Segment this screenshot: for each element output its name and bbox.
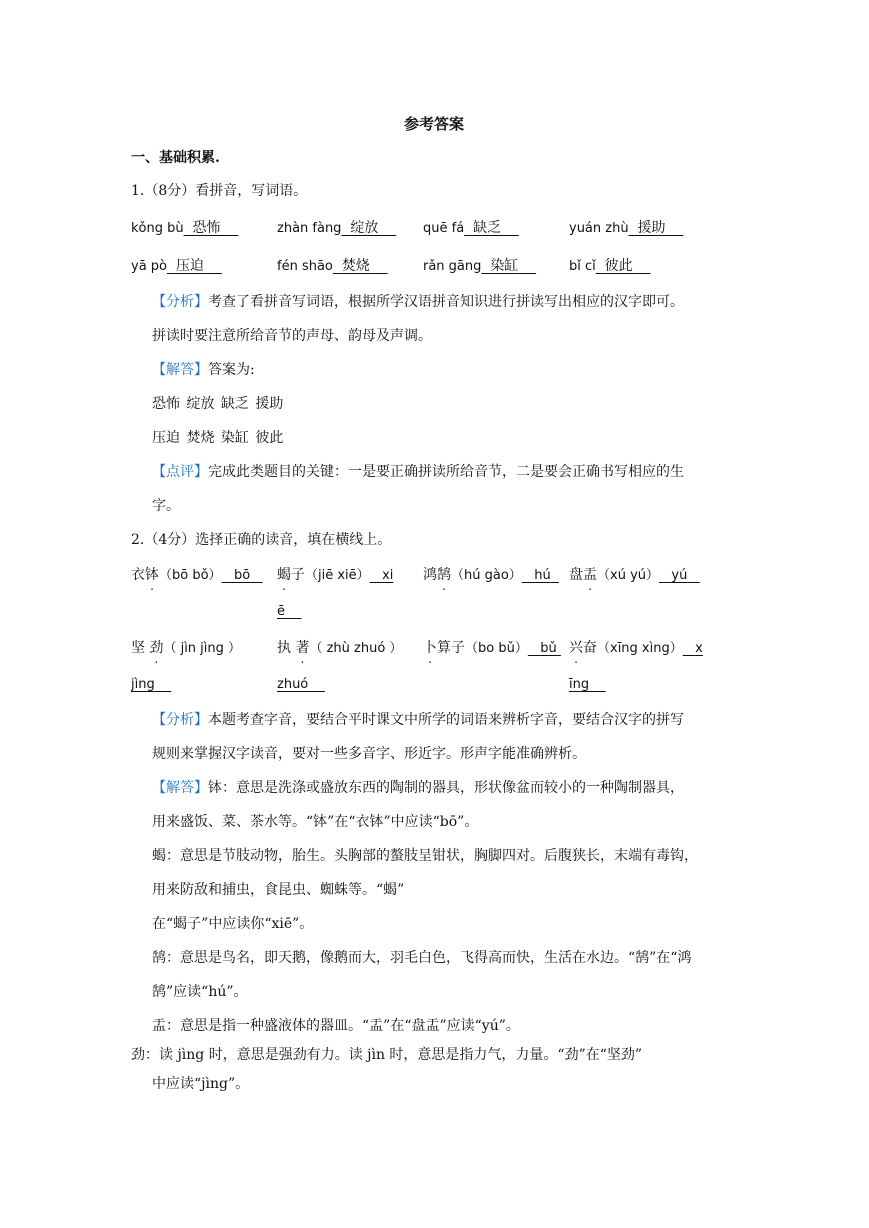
- q2-analysis: 【分析】本题考查字音，要结合平时课文中所学的词语来辨析字音，要结合汉字的拼写: [152, 712, 684, 728]
- answer-blank-cont: zhuó: [277, 677, 309, 692]
- q1-analysis-cont: 拼读时要注意所给音节的声母、韵母及声调。: [152, 328, 432, 344]
- q1-item: [131, 257, 222, 276]
- q2-stem: 2.（4分）选择正确的读音，填在横线上。: [131, 532, 392, 548]
- q1-analysis: 【分析】考查了看拼音写词语，根据所学汉语拼音知识进行拼读写出相应的汉字即可。: [152, 294, 684, 310]
- q1-comment: 【点评】完成此类题目的关键：一是要正确拼读所给音节，二是要会正确书写相应的生: [152, 464, 684, 480]
- answer-blank: 彼此: [604, 258, 633, 274]
- comment-tag: 【点评】: [152, 464, 208, 480]
- analysis-tag: 【分析】: [152, 712, 208, 728]
- q2-answer-line: 在“蝎子”中应读你“xiē”。: [152, 916, 314, 932]
- q2-answer: 【解答】钵：意思是洗涤或盛放东西的陶制的器具，形状像盆而较小的一种陶制器具，: [152, 780, 684, 796]
- section-heading: 一、基础积累.: [131, 150, 220, 166]
- q2-answer-line: 盂：意思是指一种盛液体的器皿。“盂”在“盘盂”应读“yú”。: [152, 1018, 520, 1034]
- pinyin: rǎn gāng: [423, 259, 482, 274]
- q1-stem: 1.（8分）看拼音，写词语。: [131, 183, 308, 199]
- q2-item: 衣钵（bō bǒ） bō: [131, 566, 263, 585]
- pinyin: yā pò: [131, 259, 167, 274]
- answer-blank: xi: [382, 568, 394, 583]
- q1-answer-line: 压迫 焚烧 染缸 彼此: [152, 430, 284, 446]
- pinyin: yuán zhù: [569, 221, 629, 236]
- answer-blank-cont: īng: [569, 677, 590, 692]
- q1-answer: 【解答】答案为:: [152, 362, 255, 378]
- q2-answer-line: 中应读“jìng”。: [152, 1076, 250, 1092]
- answer-blank: bǔ: [540, 641, 557, 656]
- answer-blank-cont: jìng: [131, 677, 155, 692]
- q1-item: [277, 219, 396, 238]
- q2-analysis-cont: 规则来掌握汉字读音，要对一些多音字、形近字。形声字能准确辨析。: [152, 746, 586, 762]
- q1-item: [277, 257, 388, 276]
- q2-item: 兴奋（xīng xìng） x: [569, 640, 703, 656]
- q2-item: 坚 劲（ jìn jìng ）: [131, 640, 242, 656]
- q2-item: 执 著（ zhù zhuó ）: [277, 640, 403, 656]
- q1-item: [131, 219, 238, 238]
- q2-item: 盘盂（xú yú） yú: [569, 566, 700, 585]
- answer-blank: 染缸: [490, 258, 519, 274]
- pinyin: fén shāo: [277, 259, 333, 274]
- answer-tag: 【解答】: [152, 362, 208, 378]
- answer-blank: 绽放: [350, 220, 379, 236]
- pinyin: kǒng bù: [131, 221, 184, 236]
- q2-item: 蝎子（jiē xiē） xi: [277, 567, 394, 583]
- answer-blank: bō: [233, 568, 251, 583]
- q2-answer-line: 鹄”应读“hú”。: [152, 984, 248, 1000]
- q2-item: 鸿鹄（hú gào） hú: [423, 566, 559, 585]
- q2-answer-line: 蝎：意思是节肢动物，胎生。头胸部的螯肢呈钳状，胸脚四对。后腹狭长，末端有毒钩，: [152, 848, 698, 864]
- q2-answer-line: 用来防敌和捕虫，食昆虫、蜘蛛等。“蝎”: [152, 882, 405, 898]
- analysis-tag: 【分析】: [152, 294, 208, 310]
- q1-item: [569, 257, 650, 276]
- page-title: 参考答案: [404, 115, 465, 133]
- q1-answer-line: 恐怖 绽放 缺乏 援助: [152, 396, 284, 412]
- answer-blank-cont: ē: [277, 604, 285, 619]
- q2-item: 卜算子（bo bǔ） bǔ: [423, 639, 561, 658]
- answer-blank: 援助: [637, 220, 666, 236]
- q2-answer-line: 劲：读 jìng 时，意思是强劲有力。读 jìn 时，意思是指力气，力量。“劲”在“坚劲”: [131, 1047, 643, 1063]
- q1-item: [423, 257, 536, 276]
- answer-tag: 【解答】: [152, 780, 208, 796]
- q1-comment-cont: 字。: [152, 498, 180, 514]
- q1-item: [423, 219, 519, 238]
- answer-blank: x: [695, 641, 703, 656]
- answer-blank: yú: [671, 568, 688, 583]
- q2-answer-line: 用来盛饭、菜、茶水等。“钵”在“衣钵”中应读“bō”。: [152, 814, 479, 830]
- q1-item: [569, 219, 683, 238]
- answer-blank: 缺乏: [473, 220, 502, 236]
- pinyin: quē fá: [423, 221, 465, 236]
- pinyin: bǐ cǐ: [569, 259, 596, 274]
- pinyin: zhàn fàng: [277, 221, 342, 236]
- q2-answer-line: 鹄：意思是鸟名，即天鹅，像鹅而大，羽毛白色，飞得高而快，生活在水边。“鹄”在“鸿: [152, 950, 692, 966]
- answer-blank: 压迫: [175, 258, 204, 274]
- answer-blank: hú: [534, 568, 551, 583]
- answer-blank: 焚烧: [341, 258, 370, 274]
- answer-blank: 恐怖: [192, 220, 221, 236]
